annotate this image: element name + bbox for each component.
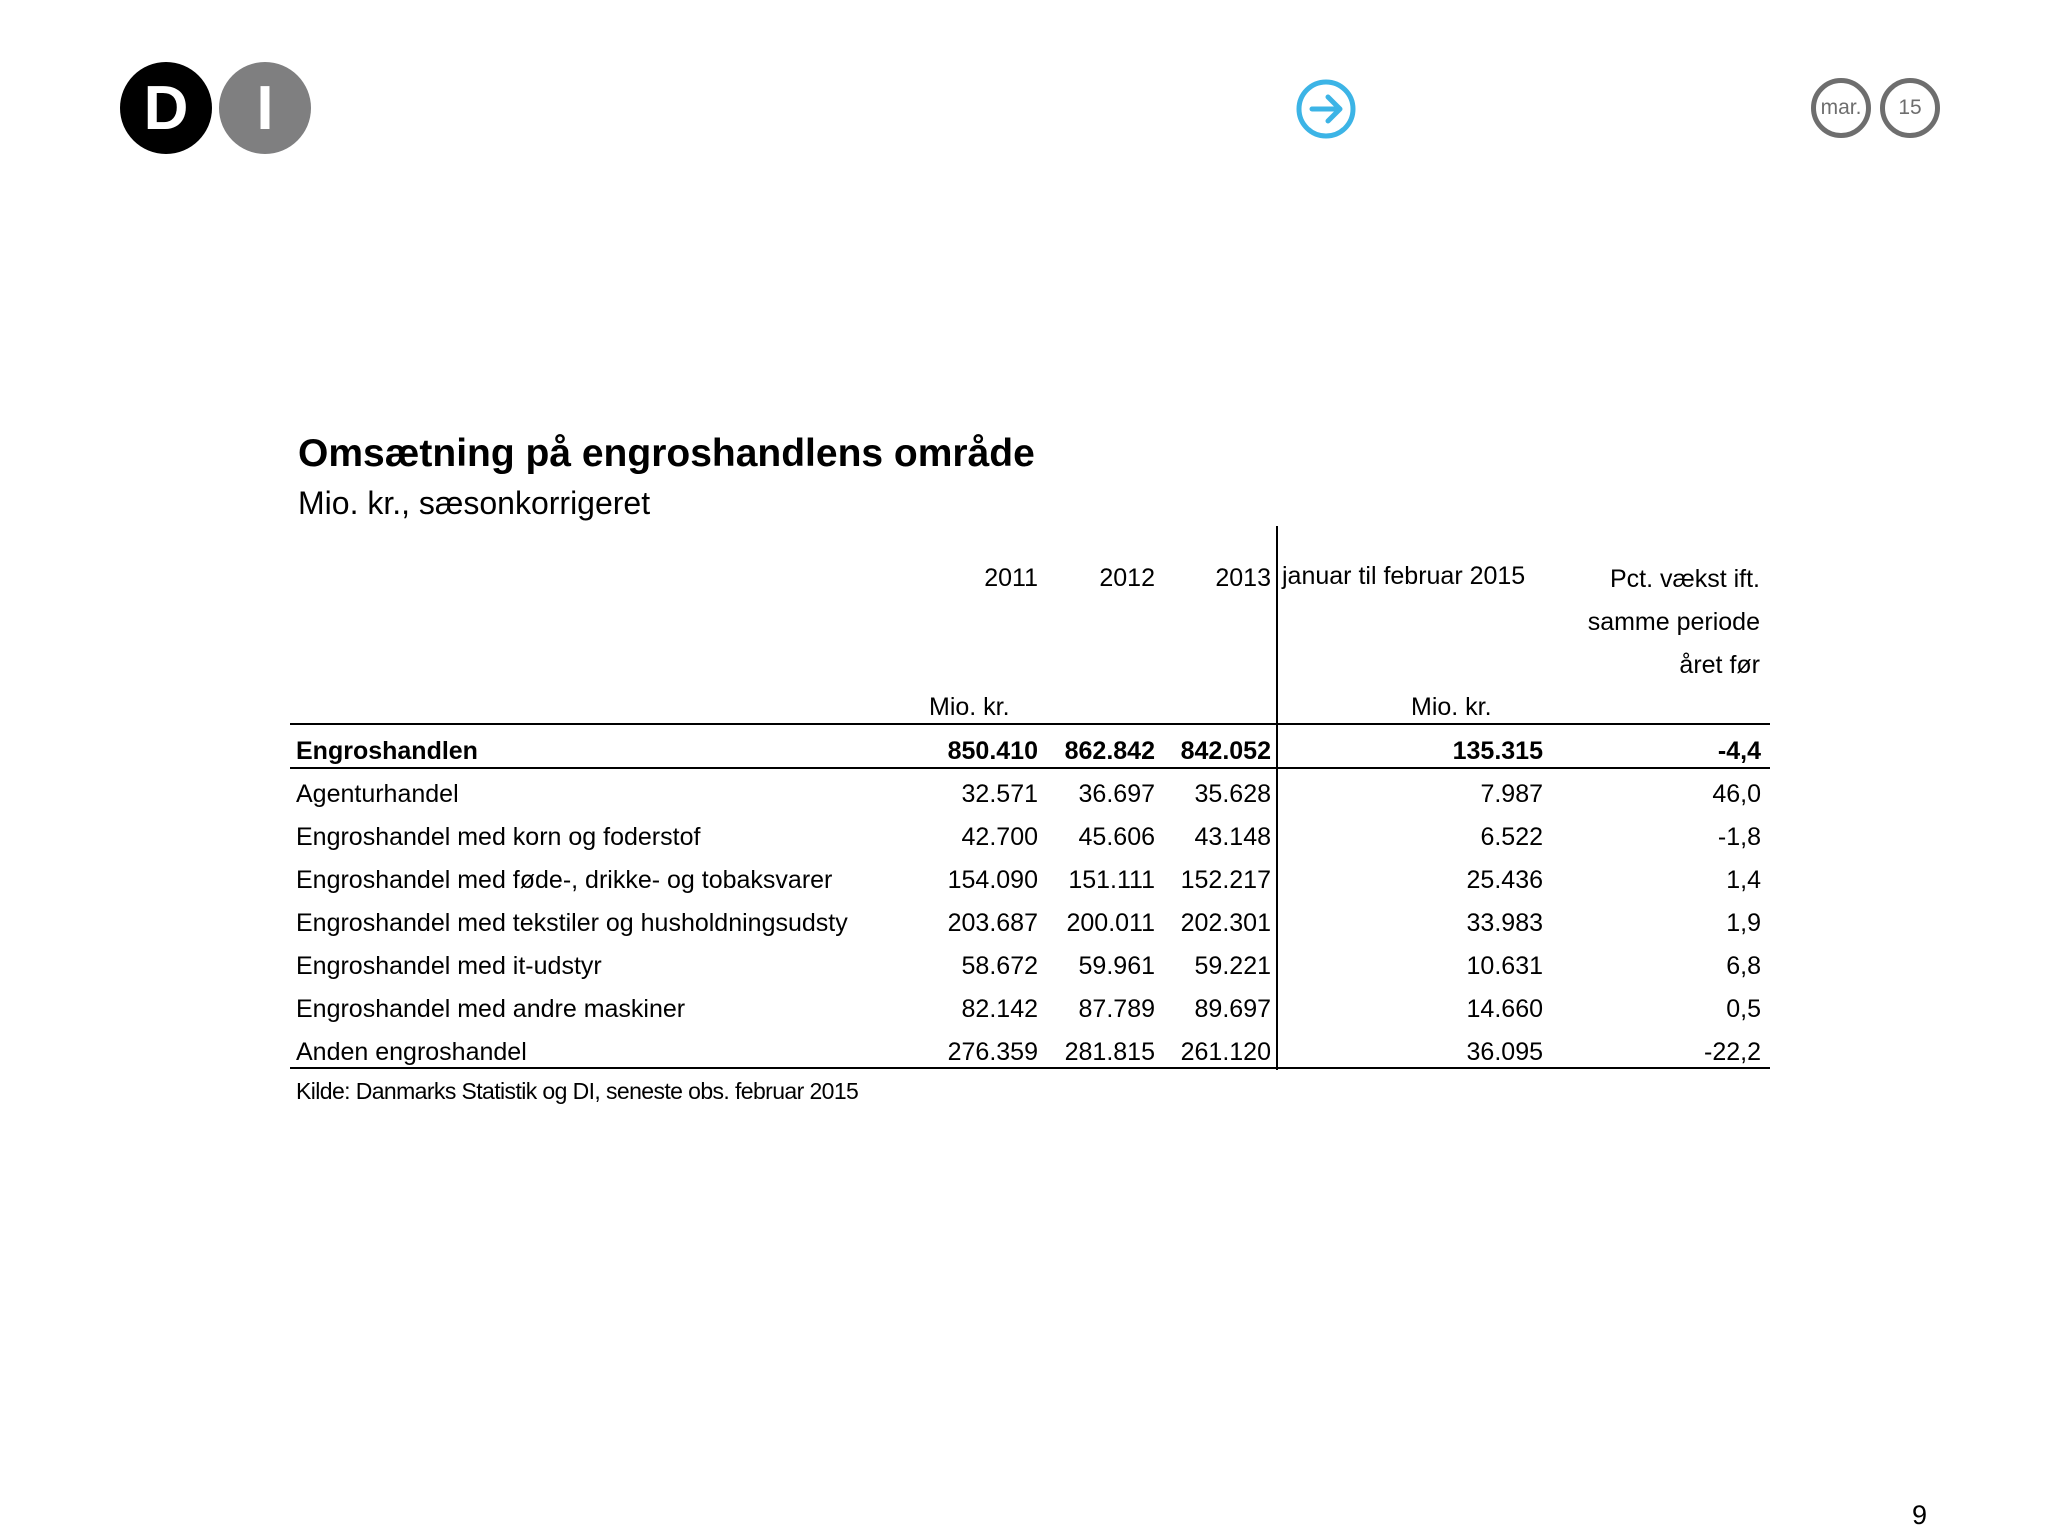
cell-2011: 32.571 xyxy=(961,780,1038,808)
cell-period: 36.095 xyxy=(1466,1038,1543,1066)
cell-growth: -22,2 xyxy=(1704,1038,1761,1066)
cell-2011: 276.359 xyxy=(947,1038,1038,1066)
table-rule-total xyxy=(290,767,1770,769)
logo-letter-d: D xyxy=(120,62,212,154)
cell-2013: 842.052 xyxy=(1180,737,1271,765)
col-header-2011: 2011 xyxy=(984,564,1038,592)
row-label: Engroshandel med tekstiler og husholdningsudsty xyxy=(296,909,848,937)
cell-2011: 42.700 xyxy=(961,823,1038,851)
cell-period: 25.436 xyxy=(1466,866,1543,894)
cell-2011: 58.672 xyxy=(961,952,1038,980)
cell-period: 6.522 xyxy=(1480,823,1543,851)
table-rule-bottom xyxy=(290,1067,1770,1069)
col-header-period: januar til februar 2015 xyxy=(1282,562,1526,590)
cell-2013: 35.628 xyxy=(1194,780,1271,808)
cell-2012: 87.789 xyxy=(1078,995,1155,1023)
cell-2012: 151.111 xyxy=(1068,866,1155,894)
cell-2012: 862.842 xyxy=(1064,737,1155,765)
unit-label-left: Mio. kr. xyxy=(929,693,1010,721)
logo-letter-i: I xyxy=(219,62,311,154)
cell-2013: 89.697 xyxy=(1194,995,1271,1023)
cell-2012: 36.697 xyxy=(1078,780,1155,808)
row-label: Anden engroshandel xyxy=(296,1038,527,1066)
cell-growth: 6,8 xyxy=(1726,952,1761,980)
cell-period: 7.987 xyxy=(1480,780,1543,808)
cell-period: 135.315 xyxy=(1452,737,1543,765)
col-header-2013: 2013 xyxy=(1215,564,1271,592)
cell-2013: 261.120 xyxy=(1180,1038,1271,1066)
row-label: Engroshandel med korn og foderstof xyxy=(296,823,701,851)
cell-growth: 1,4 xyxy=(1726,866,1761,894)
cell-2012: 200.011 xyxy=(1066,909,1155,937)
date-year-badge: 15 xyxy=(1880,78,1940,138)
cell-2012: 281.815 xyxy=(1064,1038,1155,1066)
cell-2013: 152.217 xyxy=(1180,866,1271,894)
col-header-growth-line1: Pct. vækst ift. xyxy=(1609,565,1760,593)
cell-growth: 0,5 xyxy=(1726,995,1761,1023)
row-label: Engroshandlen xyxy=(296,737,478,765)
cell-period: 14.660 xyxy=(1466,995,1543,1023)
row-label: Engroshandel med føde-, drikke- og tobaksvarer xyxy=(296,866,833,894)
cell-period: 10.631 xyxy=(1466,952,1543,980)
cell-2011: 154.090 xyxy=(947,866,1038,894)
cell-2011: 82.142 xyxy=(961,995,1038,1023)
row-label: Engroshandel med it-udstyr xyxy=(296,952,602,980)
cell-2011: 850.410 xyxy=(947,737,1038,765)
page-subtitle: Mio. kr., sæsonkorrigeret xyxy=(298,485,651,521)
cell-2013: 202.301 xyxy=(1180,909,1271,937)
cell-2011: 203.687 xyxy=(947,909,1038,937)
source-note: Kilde: Danmarks Statistik og DI, seneste obs. februar 2015 xyxy=(296,1078,859,1104)
table-rule-top xyxy=(290,723,1770,725)
arrow-right-icon[interactable] xyxy=(1295,78,1357,140)
page-title: Omsætning på engroshandlens område xyxy=(298,432,1035,475)
page-number: 9 xyxy=(1912,1500,1928,1530)
cell-2012: 59.961 xyxy=(1078,952,1155,980)
row-label: Engroshandel med andre maskiner xyxy=(296,995,686,1023)
date-month-badge: mar. xyxy=(1811,78,1871,138)
cell-2013: 59.221 xyxy=(1194,952,1271,980)
cell-growth: 1,9 xyxy=(1726,909,1761,937)
cell-2013: 43.148 xyxy=(1194,823,1271,851)
row-label: Agenturhandel xyxy=(296,780,459,808)
col-header-2012: 2012 xyxy=(1099,564,1155,592)
cell-growth: -4,4 xyxy=(1717,737,1761,765)
cell-period: 33.983 xyxy=(1466,909,1543,937)
cell-growth: 46,0 xyxy=(1712,780,1761,808)
col-header-growth-line3: året før xyxy=(1679,651,1760,679)
table-divider-vertical xyxy=(1276,526,1278,1070)
cell-2012: 45.606 xyxy=(1078,823,1155,851)
unit-label-right: Mio. kr. xyxy=(1411,693,1492,721)
cell-growth: -1,8 xyxy=(1717,823,1761,851)
col-header-growth-line2: samme periode xyxy=(1587,608,1760,636)
